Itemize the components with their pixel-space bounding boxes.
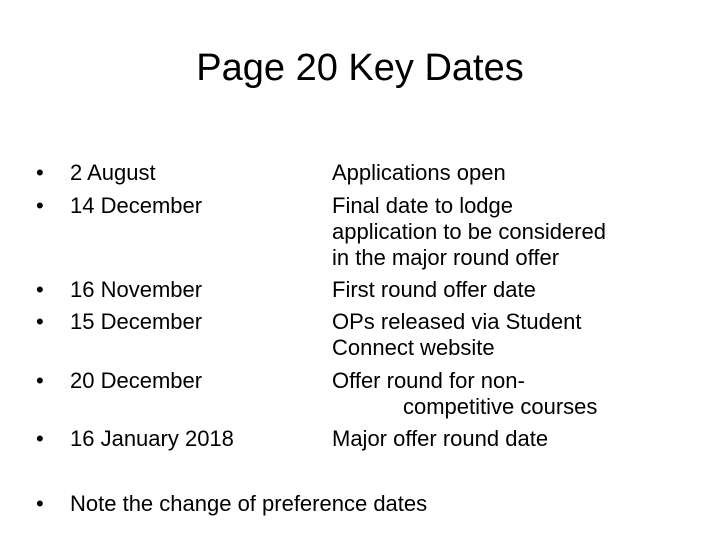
description-line: OPs released via Student bbox=[332, 309, 582, 334]
description-line: Major offer round date bbox=[332, 426, 549, 451]
bullet-icon: • bbox=[36, 160, 44, 185]
bullet-icon: • bbox=[36, 193, 44, 218]
description-line: Connect website bbox=[332, 335, 495, 360]
date-item: 14 December bbox=[70, 193, 203, 218]
bullet-icon: • bbox=[36, 277, 44, 302]
note-text: Note the change of preference dates bbox=[70, 491, 428, 516]
description-line: Final date to lodge bbox=[332, 193, 514, 218]
page-title: Page 20 Key Dates bbox=[196, 47, 524, 89]
date-item: 2 August bbox=[70, 160, 156, 185]
description-line: competitive courses bbox=[403, 394, 598, 419]
bullet-icon: • bbox=[36, 426, 44, 451]
date-item: 15 December bbox=[70, 309, 203, 334]
bullet-icon: • bbox=[36, 491, 44, 516]
description-line: application to be considered bbox=[332, 219, 606, 244]
description-line: First round offer date bbox=[332, 277, 536, 302]
description-line: Applications open bbox=[332, 160, 506, 185]
date-item: 16 November bbox=[70, 277, 203, 302]
bullet-icon: • bbox=[36, 309, 44, 334]
description-line: in the major round offer bbox=[332, 245, 560, 270]
bullet-icon: • bbox=[36, 368, 44, 393]
date-item: 20 December bbox=[70, 368, 203, 393]
date-item: 16 January 2018 bbox=[70, 426, 234, 451]
description-line: Offer round for non- bbox=[332, 368, 525, 393]
